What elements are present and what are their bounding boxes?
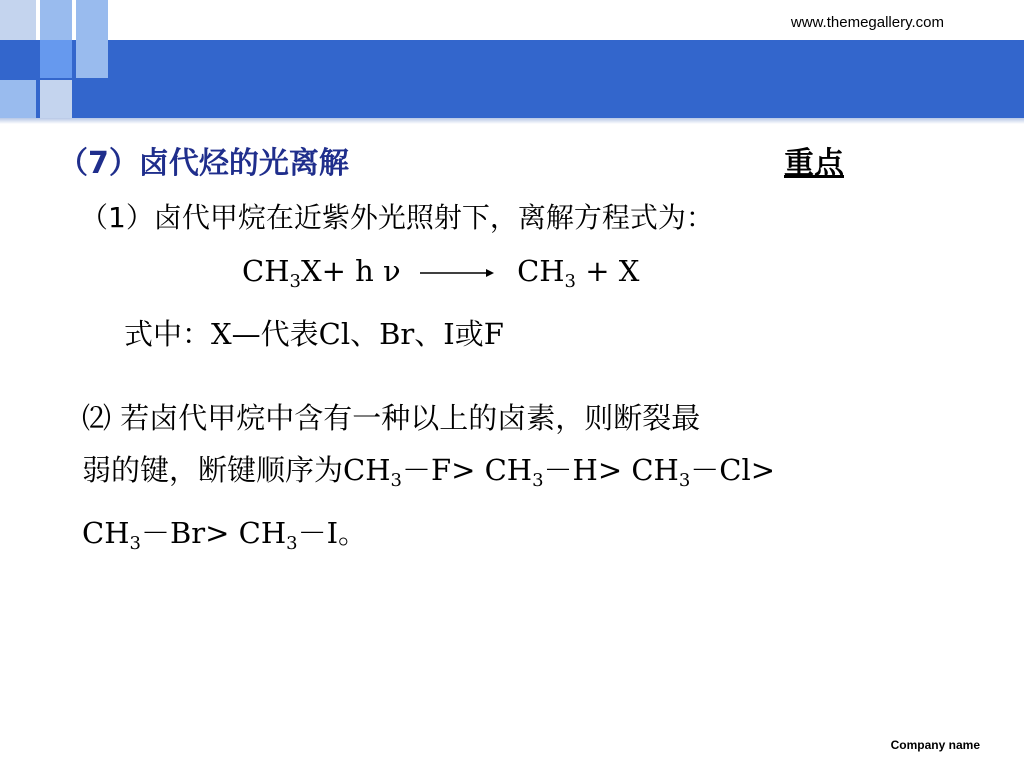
- bond-item: $CH_3-Br>$: [82, 516, 239, 554]
- deco-square: [40, 80, 72, 118]
- deco-square: [40, 0, 72, 40]
- bond-order-paragraph: [82, 392, 962, 570]
- slide-title: （7）卤代烃的光离解: [58, 146, 349, 181]
- deco-square: [76, 40, 108, 78]
- eq-lhs-prefix: CH: [242, 254, 290, 288]
- bond-item: $CH_3-H>$: [484, 453, 632, 491]
- deco-square: [0, 80, 36, 118]
- bond-item: $CH_3-F>$: [343, 453, 485, 491]
- footer-company: Company name: [890, 738, 980, 752]
- para2-line2: [82, 444, 962, 507]
- eq-rhs-suffix: + X: [576, 254, 640, 288]
- deco-square: [0, 0, 36, 40]
- deco-square: [76, 0, 108, 40]
- keypoint-label: 重点: [784, 146, 844, 181]
- para2-line1: ⑵ 若卤代甲烷中含有一种以上的卤素，则断裂最: [82, 401, 701, 435]
- eq-rhs-sub: 3: [564, 271, 576, 292]
- definition-line: 式中：X—代表Cl、Br、I或F: [124, 317, 504, 351]
- para2-line2-text: 弱的键，断键顺序为: [82, 453, 344, 487]
- para2-line3: [82, 507, 962, 570]
- deco-square: [40, 40, 72, 78]
- intro-line: （1）卤代甲烷在近紫外光照射下，离解方程式为：: [80, 201, 714, 234]
- eq-lhs-suffix: X+ h ν: [300, 254, 401, 288]
- eq-rhs-prefix: CH: [517, 254, 565, 288]
- dissociation-equation: [242, 254, 639, 292]
- header-shadow: [0, 118, 1024, 124]
- eq-lhs-sub: 3: [289, 271, 301, 292]
- header-band: [0, 40, 1024, 118]
- bond-item: $CH_3-Cl>$: [631, 453, 776, 491]
- header-url: www.themegallery.com: [790, 14, 944, 31]
- bond-item: $CH_3-I$。: [238, 516, 368, 554]
- reaction-arrow-icon: [418, 258, 496, 288]
